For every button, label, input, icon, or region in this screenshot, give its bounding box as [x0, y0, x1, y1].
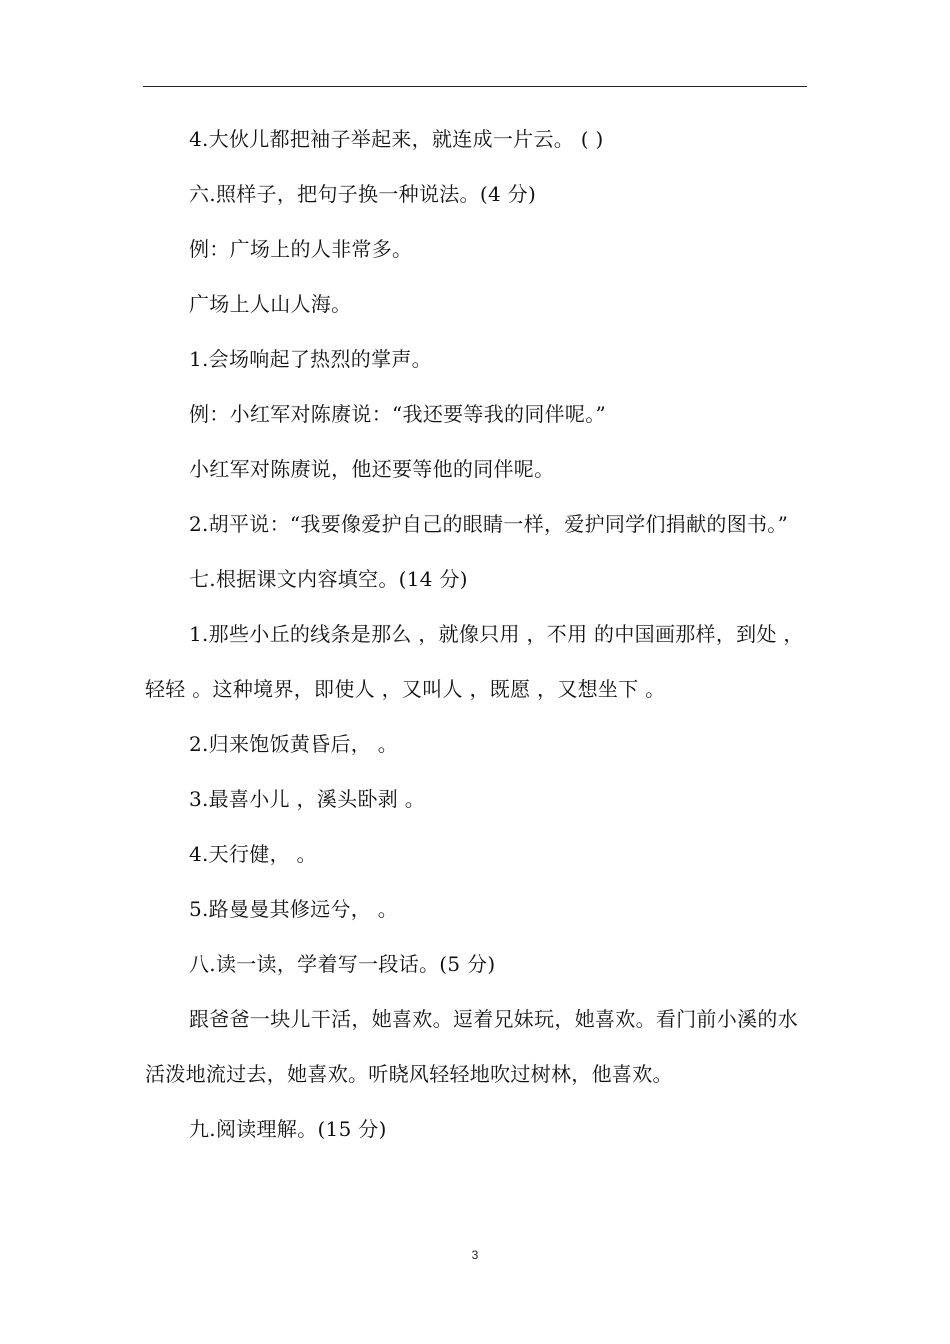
section-heading: 六.照样子，把句子换一种说法。(4 分) [189, 182, 537, 206]
paragraph: 例：小红军对陈赓说：“我还要等我的同伴呢。” [189, 402, 607, 426]
paragraph: 1.那些小丘的线条是那么 ，就像只用 ，不用 的中国画那样，到处 ，轻轻 。这种境界，即使人 ，又叫人 ，既愿 ，又想坐下 。 [145, 622, 804, 701]
paragraph: 1.会场响起了热烈的掌声。 [189, 347, 432, 371]
section-heading: 八.读一读，学着写一段话。(5 分) [189, 952, 496, 976]
document-body [145, 112, 807, 1157]
paragraph: 3.最喜小儿 ，溪头卧剥 。 [189, 787, 425, 811]
paragraph: 5.路曼曼其修远兮， 。 [189, 897, 399, 921]
paragraph: 2.归来饱饭黄昏后， 。 [189, 732, 399, 756]
paragraph: 小红军对陈赓说，他还要等他的同伴呢。 [189, 457, 555, 481]
page-number: 3 [471, 1248, 479, 1262]
paragraph: 例：广场上的人非常多。 [189, 237, 413, 261]
paragraph: 跟爸爸一块儿干活，她喜欢。逗着兄妹玩，她喜欢。看门前小溪的水活泼地流过去，她喜欢。听晓风轻轻地吹过树林，他喜欢。 [145, 1007, 798, 1086]
paragraph: 4.天行健， 。 [189, 842, 317, 866]
section-heading: 九.阅读理解。(15 分) [189, 1117, 387, 1141]
paragraph: 4.大伙儿都把袖子举起来，就连成一片云。 ( ) [189, 127, 604, 151]
paragraph: 广场上人山人海。 [189, 292, 352, 316]
paragraph: 2.胡平说：“我要像爱护自己的眼睛一样，爱护同学们捐献的图书。” [189, 512, 789, 536]
header-rule [143, 86, 807, 87]
section-heading: 七.根据课文内容填空。(14 分) [189, 567, 468, 591]
